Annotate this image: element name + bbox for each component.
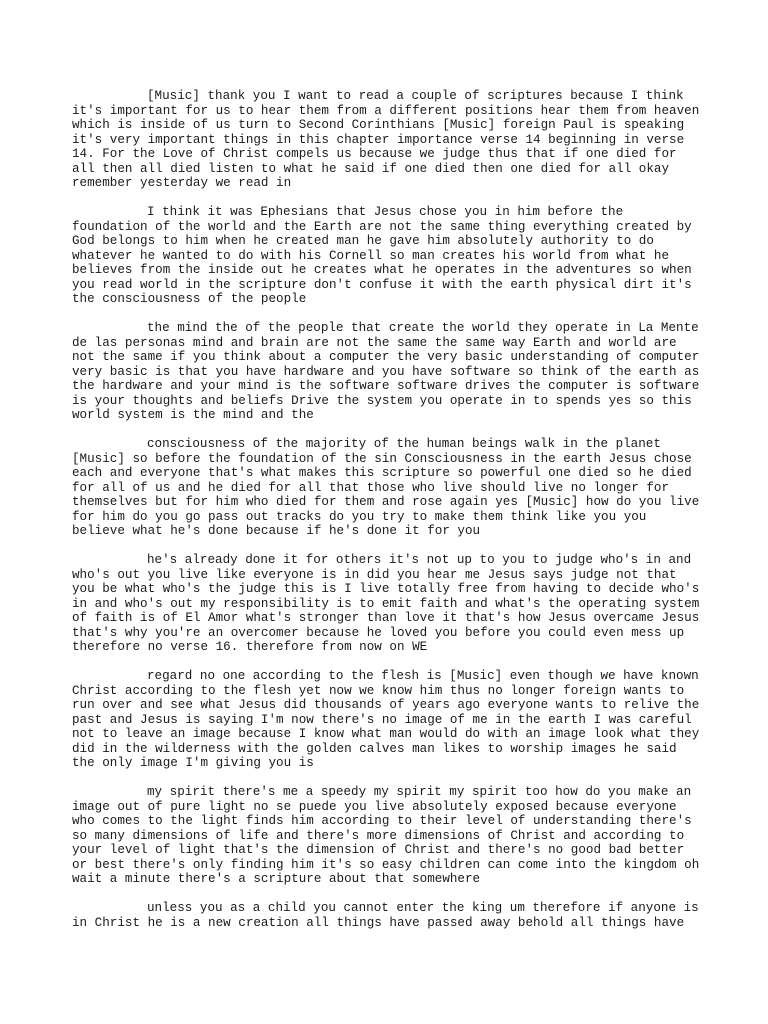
- paragraph: my spirit there's me a speedy my spirit my spirit too how do you make an image out of pure light no se puede you live absolutely exposed because everyone who comes to the light finds him according to their level of understanding there's so many dimensions of life and there's more dimensions of Christ and according to your level of light that's the dimension of Christ and there's no good bad better or best there's only finding him it's so easy children can come into the kingdom oh wait a minute there's a scripture about that somewhere: [72, 785, 700, 886]
- paragraph: the mind the of the people that create the world they operate in La Mente de las personas mind and brain are not the same the same way Earth and world are not the same if you think about a computer the very basic understanding of computer very basic is that you have hardware and you have software so think of the earth as the hardware and your mind is the software software drives the computer is software is your thoughts and beliefs Drive the system you operate in to spends yes so this world system is the mind and the: [72, 321, 700, 422]
- paragraph: consciousness of the majority of the human beings walk in the planet [Music] so before the foundation of the sin Consciousness in the earth Jesus chose each and everyone that's what makes this scripture so powerful one died so he died for all of us and he died for all that those who live should live no longer for themselves but for him who died for them and rose again yes [Music] how do you live for him do you go pass out tracks do you try to make them think like you you believe what he's done because if he's done it for you: [72, 437, 700, 538]
- paragraph: unless you as a child you cannot enter the king um therefore if anyone is in Christ he is a new creation all things have passed away behold all things have: [72, 901, 699, 930]
- paragraph: regard no one according to the flesh is [Music] even though we have known Christ according to the flesh yet now we know him thus no longer foreign wants to run over and see what Jesus did thousands of years ago everyone wants to relive the past and Jesus is saying I'm now there's no image of me in the earth I was careful not to leave an image because I know what man would do with an image look what they did in the wilderness with the golden calves man likes to worship images he said the only image I'm giving you is: [72, 669, 700, 770]
- document-page: [72, 89, 702, 945]
- paragraph: I think it was Ephesians that Jesus chose you in him before the foundation of the world and the Earth are not the same thing everything created by God belongs to him when he created man he gave him absolutely authority to do whatever he wanted to do with his Cornell so man creates his world from what he believes from the inside out he creates what he operates in the adventures so when you read world in the scripture don't confuse it with the earth physical dirt it's the consciousness of the people: [72, 205, 692, 306]
- paragraph: he's already done it for others it's not up to you to judge who's in and who's out you live like everyone is in did you hear me Jesus says judge not that you be what who's the judge this is I live totally free from having to decide who's in and who's out my responsibility is to emit faith and what's the operating system of faith is of El Amor what's stronger than love it that's how Jesus overcame Jesus that's why you're an overcomer because he loved you before you could even mess up therefore no verse 16. therefore from now on WE: [72, 553, 700, 654]
- paragraph: [Music] thank you I want to read a couple of scriptures because I think it's important for us to hear them from a different positions hear them from heaven which is inside of us turn to Second Corinthians [Music] foreign Paul is speaking it's very important things in this chapter importance verse 14 beginning in verse 14. For the Love of Christ compels us because we judge thus that if one died for all then all died listen to what he said if one died then one died for all okay remember yesterday we read in: [72, 89, 700, 190]
